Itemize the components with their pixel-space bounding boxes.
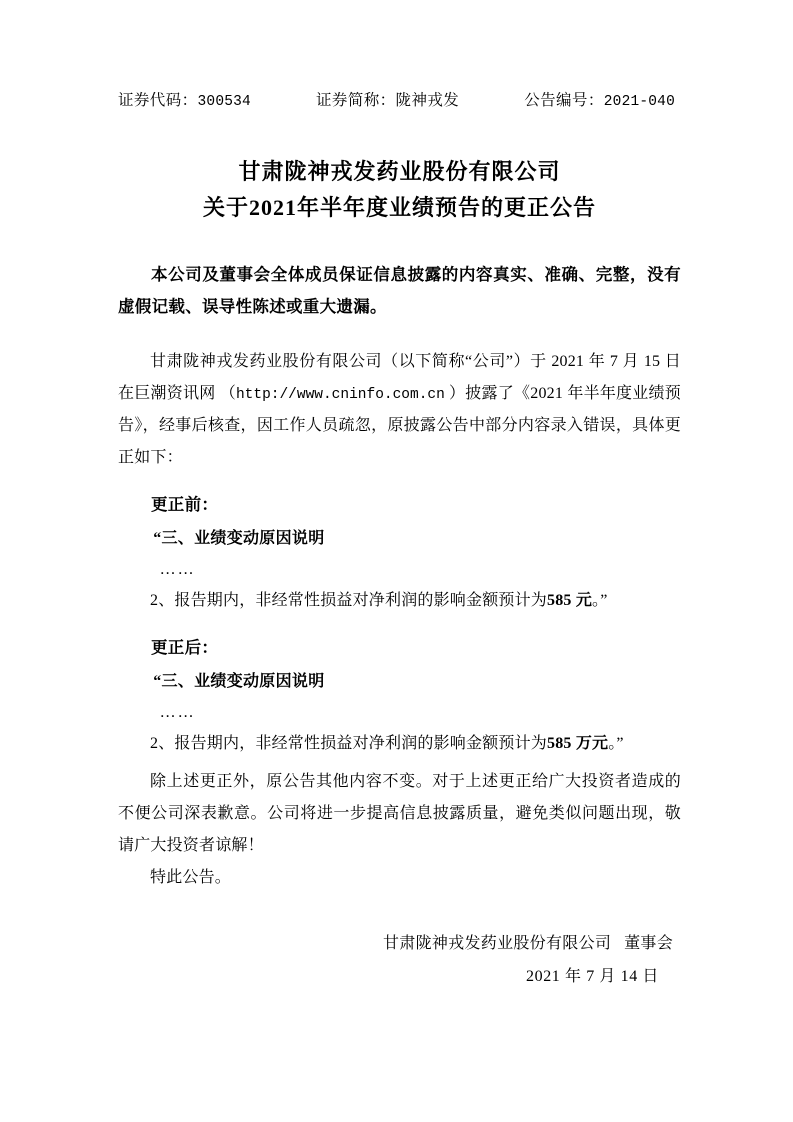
cninfo-url: http://www.cninfo.com.cn <box>235 386 445 403</box>
notice-number-label: 公告编号： <box>524 92 604 109</box>
before-correction-heading: 更正前： <box>151 494 219 514</box>
before-item-amount: 585 元 <box>547 591 593 609</box>
signature-company: 甘肃陇神戎发药业股份有限公司 <box>382 935 612 953</box>
notice-number-value: 2021-040 <box>603 94 675 110</box>
title-line-subject: 关于2021年半年度业绩预告的更正公告 <box>202 194 596 220</box>
signature-date: 2021 年 7 月 14 日 <box>526 968 659 986</box>
signature-board: 董事会 <box>624 935 673 953</box>
notice-number <box>524 88 675 110</box>
page-title <box>118 154 681 225</box>
responsibility-statement: 本公司及董事会全体成员保证信息披露的内容真实、准确、完整，没有虚假记载、误导性陈述或重大遗漏。 <box>118 265 681 317</box>
after-item-text: 2、报告期内，非经常性损益对净利润的影响金额预计为 <box>150 735 548 753</box>
security-abbr <box>316 88 459 110</box>
security-abbr-label: 证券简称： <box>316 92 396 109</box>
signature-block <box>118 928 681 994</box>
security-code-value: 300534 <box>197 94 251 110</box>
after-quote-heading: “三、业绩变动原因说明 <box>153 672 325 690</box>
security-code-label: 证券代码： <box>118 92 198 109</box>
before-ellipsis: …… <box>159 560 196 578</box>
closing-paragraph: 除上述更正外，原公告其他内容不变。对于上述更正给广大投资者造成的不便公司深表歉意。公司将进一步提高信息披露质量，避免类似问题出现，敬请广大投资者谅解！ <box>118 773 681 855</box>
after-ellipsis: …… <box>159 703 196 721</box>
after-quote-item <box>118 728 681 760</box>
before-item-text: 2、报告期内，非经常性损益对净利润的影响金额预计为 <box>150 591 548 609</box>
before-quote-item <box>118 585 681 617</box>
before-item-tail: 。” <box>592 591 608 609</box>
intro-part-1: 甘肃陇神戎发药业股份有限公司（以下简称“公司”）于 2021 年 7 月 15 日在巨潮资讯网 （ <box>118 352 681 402</box>
security-code <box>118 88 251 110</box>
intro-part-2: ）披露了《2021 年半年度业绩预告》，经事后核查，因工作人员疏忽，原披露公告中部分内容录入错误，具体更正如下： <box>118 384 681 466</box>
signature-company-line <box>118 928 673 961</box>
after-correction-heading: 更正后： <box>151 637 219 657</box>
intro-paragraph <box>118 346 681 474</box>
after-item-tail: 。” <box>608 735 624 753</box>
document-header <box>118 88 681 110</box>
title-line-company: 甘肃陇神戎发药业股份有限公司 <box>238 159 561 184</box>
security-abbr-value: 陇神戎发 <box>395 92 460 109</box>
announcement-note: 特此公告。 <box>150 869 232 887</box>
after-item-amount: 585 万元 <box>547 735 609 753</box>
before-quote-heading: “三、业绩变动原因说明 <box>153 529 325 547</box>
